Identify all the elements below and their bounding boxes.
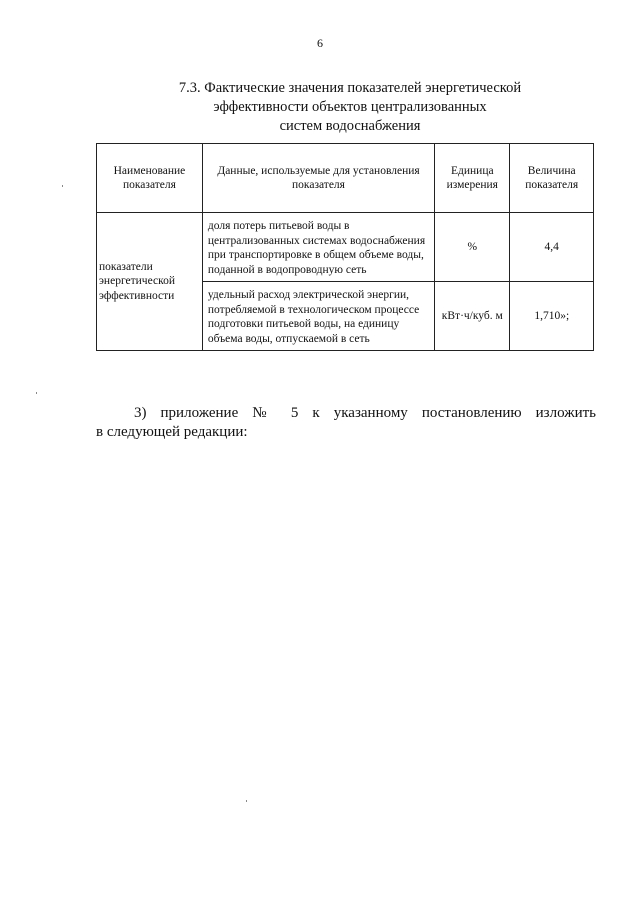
scan-speck <box>246 800 247 802</box>
table-header-row <box>97 144 594 213</box>
amendment-paragraph <box>96 404 596 442</box>
row-value: 1,710»; <box>510 282 594 351</box>
row-value: 4,4 <box>510 213 594 282</box>
section-title <box>150 79 550 136</box>
section-title-line-2: эффективности объектов централизованных <box>213 99 487 115</box>
row-unit: % <box>435 213 510 282</box>
row-description: удельный расход электрической энергии, потребляемой в технологическом процессе подготовки питьевой воды, на единицу объема воды, отпускаемой в сеть <box>202 282 434 351</box>
row-unit: кВт·ч/куб. м <box>435 282 510 351</box>
indicators-table <box>96 143 594 351</box>
section-title-line-1: 7.3. Фактические значения показателей энергетической <box>178 80 522 96</box>
section-title-line-3: систем водоснабжения <box>279 118 421 134</box>
indicator-group-name: показатели энергетической эффективности <box>97 213 203 351</box>
table-row <box>97 213 594 282</box>
header-indicator-name: Наименование показателя <box>97 144 203 213</box>
paragraph-line-1: 3) приложение № 5 к указанному постановлению изложить <box>134 405 596 421</box>
row-description: доля потерь питьевой воды в централизованных системах водоснабжения при транспортировке в общем объеме воды, поданной в водопроводную сеть <box>202 213 434 282</box>
page-number: 6 <box>317 36 323 50</box>
paragraph-line-2: в следующей редакции: <box>96 424 248 440</box>
scan-speck <box>36 392 37 394</box>
header-data-used: Данные, используемые для установления показателя <box>202 144 434 213</box>
header-value: Величина показателя <box>510 144 594 213</box>
header-unit: Единица измерения <box>435 144 510 213</box>
scan-speck <box>62 185 63 187</box>
